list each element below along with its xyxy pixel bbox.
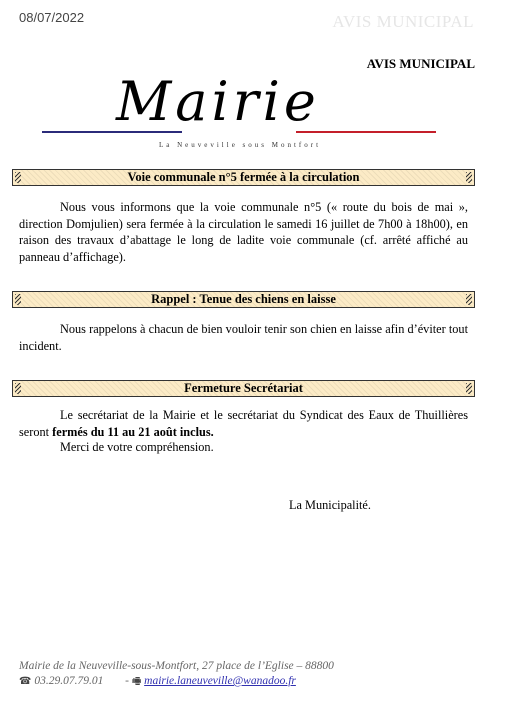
section-text-secretariat — [19, 407, 468, 440]
closing-thanks: Merci de votre compréhension. — [60, 440, 214, 454]
watermark-title: AVIS MUNICIPAL — [332, 12, 474, 31]
phone-icon: ☎ — [19, 676, 32, 687]
page-title: AVIS MUNICIPAL — [366, 56, 475, 71]
section-text-road-closure — [19, 199, 468, 265]
section-heading-road-closure: Voie communale n°5 fermée à la circulation — [12, 169, 475, 186]
signature: La Municipalité. — [289, 498, 371, 512]
footer — [19, 659, 334, 689]
road-closure-text: Nous vous informons que la voie communale n°5 (« route du bois de mai », direction Domjulien) sera fermée à la circulation le samedi 16 juillet de 7h00 à 18h00), en raison des travaux d’abattage le long de ladite voie communale (cf. arrêté affiché au panneau d’affichage). — [19, 200, 468, 264]
dogs-text: Nous rappelons à chacun de bien vouloir tenir son chien en laisse afin d’éviter tout incident. — [19, 322, 468, 353]
fax-icon: 🖷 — [131, 676, 142, 687]
section-heading-dogs: Rappel : Tenue des chiens en laisse — [12, 291, 475, 308]
document-date: 08/07/2022 — [19, 10, 85, 25]
section-text-dogs — [19, 321, 468, 354]
footer-contact — [19, 674, 334, 689]
mairie-logo — [40, 70, 440, 156]
footer-separator: - — [125, 675, 132, 687]
footer-email-link[interactable]: mairie.laneuveville@wanadoo.fr — [144, 675, 296, 687]
section-heading-secretariat: Fermeture Secrétariat — [12, 380, 475, 397]
secretariat-text: Le secrétariat de la Mairie et le secrétariat du Syndicat des Eaux de Thuillières seront — [19, 408, 468, 439]
footer-address: Mairie de la Neuveville-sous-Montfort, 27 place de l’Eglise – 88800 — [19, 660, 334, 672]
logo-subtitle: La Neuveville sous Montfort — [158, 141, 322, 149]
secretariat-dates: fermés du 11 au 21 août inclus. — [52, 424, 214, 439]
logo-script-text: Mairie — [116, 70, 320, 133]
footer-phone: 03.29.07.79.01 — [34, 675, 104, 687]
